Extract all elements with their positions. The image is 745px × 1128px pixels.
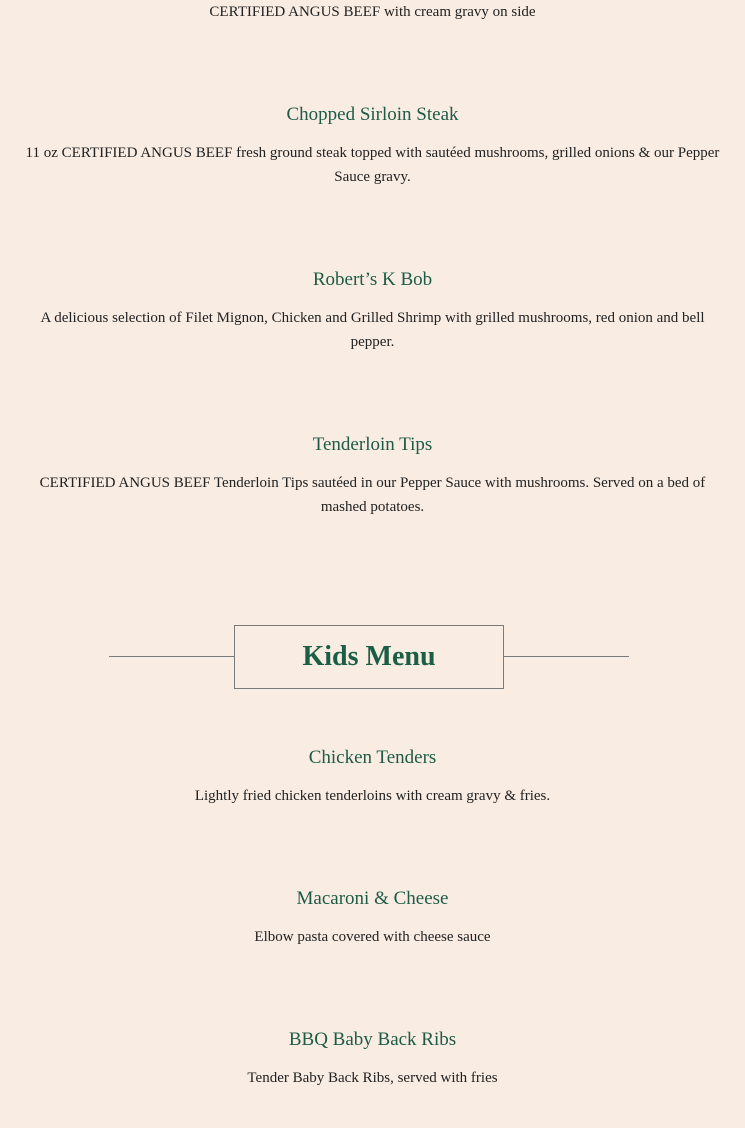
menu-item-description: Elbow pasta covered with cheese sauce bbox=[254, 929, 491, 945]
menu-item-description: Tender Baby Back Ribs, served with fries bbox=[247, 1070, 498, 1086]
menu-item-title: Macaroni & Cheese bbox=[296, 888, 449, 909]
section-heading-box bbox=[234, 625, 504, 689]
section-divider-left bbox=[109, 656, 234, 657]
menu-item-description: 11 oz CERTIFIED ANGUS BEEF fresh ground steak topped with sautéed mushrooms, grilled onions & our Pepper Sauce gravy. bbox=[25, 145, 720, 185]
menu-item-title: Robert’s K Bob bbox=[312, 269, 433, 290]
menu-item-title: BBQ Baby Back Ribs bbox=[288, 1029, 457, 1050]
section-title: Kids Menu bbox=[302, 641, 436, 672]
menu-item-description: A delicious selection of Filet Mignon, Chicken and Grilled Shrimp with grilled mushrooms, red onion and bell pepper. bbox=[40, 310, 705, 350]
section-divider-right bbox=[504, 656, 629, 657]
menu-item-title: Chopped Sirloin Steak bbox=[286, 104, 459, 125]
menu-item-description: Lightly fried chicken tenderloins with cream gravy & fries. bbox=[194, 788, 551, 804]
menu-item-title: Tenderloin Tips bbox=[312, 434, 433, 455]
menu-item-title: Chicken Tenders bbox=[308, 747, 437, 768]
menu-item-description: CERTIFIED ANGUS BEEF with cream gravy on side bbox=[209, 4, 536, 20]
menu-item-description: CERTIFIED ANGUS BEEF Tenderloin Tips sautéed in our Pepper Sauce with mushrooms. Served on a bed of mashed potatoes. bbox=[39, 475, 706, 515]
